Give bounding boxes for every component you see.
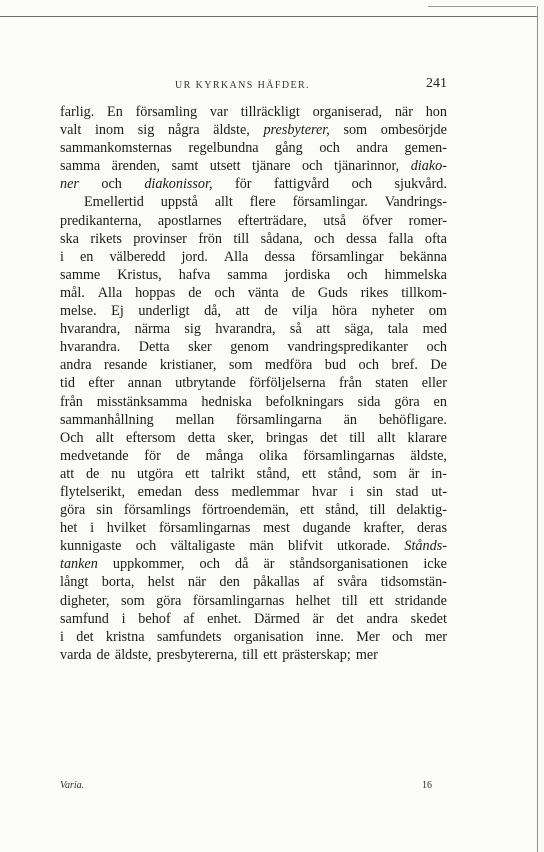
- word: hvarandra,: [215, 321, 276, 338]
- text-line: [60, 302, 447, 320]
- word: när: [187, 574, 207, 591]
- word: underligt: [138, 303, 190, 320]
- word: församlingar: [311, 248, 384, 265]
- top-rule: [0, 16, 538, 17]
- word: sker,: [227, 429, 254, 446]
- word: en: [433, 393, 447, 410]
- word: fattigvård: [273, 176, 330, 193]
- word: än: [343, 411, 358, 428]
- word: i: [349, 483, 354, 500]
- word: stånd,: [327, 465, 362, 482]
- running-head: UR KYRKANS HÄFDER.: [175, 80, 310, 91]
- word: att: [235, 303, 250, 320]
- word: det: [319, 429, 338, 446]
- word: samfundets: [156, 628, 222, 645]
- word: kristna: [105, 628, 145, 645]
- word: En: [107, 104, 123, 120]
- word: så: [289, 321, 302, 338]
- word: Och: [60, 429, 84, 446]
- word: när: [394, 104, 413, 120]
- word: ärenden,: [111, 158, 161, 175]
- word: församlingarnas: [303, 447, 395, 464]
- word: prästerskap;: [282, 646, 351, 663]
- word: göra: [156, 592, 182, 609]
- word: göra: [394, 393, 420, 410]
- text-line: [60, 320, 447, 338]
- word: Kristus,: [117, 266, 162, 283]
- word: är: [263, 556, 275, 573]
- word: församlingarna: [235, 411, 322, 428]
- word: stridande: [394, 592, 447, 609]
- word: olika: [259, 447, 288, 464]
- word: med: [422, 321, 447, 338]
- word: välberedd: [109, 248, 166, 265]
- word: kunnigaste: [60, 538, 122, 555]
- word: äldste,: [410, 447, 447, 464]
- word: flytelserikt,: [60, 483, 126, 500]
- word: provinser: [133, 230, 187, 247]
- text-line: [60, 483, 447, 501]
- text-line: [60, 284, 447, 302]
- word: Detta: [138, 339, 170, 356]
- word: hvarandra,: [60, 321, 121, 338]
- word: eller: [421, 375, 447, 392]
- word: vänta: [247, 284, 279, 301]
- text-line: [60, 573, 447, 591]
- word: skedet: [410, 610, 447, 627]
- word: af: [183, 610, 195, 627]
- word: församlings: [123, 502, 191, 519]
- word: andra: [60, 357, 92, 374]
- word: nyheter: [371, 303, 415, 320]
- word: vandringspredikanter: [287, 339, 408, 356]
- word: många: [205, 447, 244, 464]
- text-line: [60, 411, 447, 429]
- word: romer-: [408, 212, 447, 229]
- word: äldste,: [213, 122, 250, 139]
- word: mål.: [60, 284, 85, 301]
- word: bud: [324, 357, 347, 374]
- word: blifvit: [288, 538, 323, 555]
- word: allt: [95, 429, 114, 446]
- word: rikes: [360, 284, 389, 301]
- word: annan: [127, 375, 162, 392]
- word: de: [264, 303, 278, 320]
- word: en: [80, 248, 94, 265]
- word: tidsomstän-: [380, 574, 447, 591]
- word: påkallas: [253, 574, 300, 591]
- word: ett: [185, 465, 200, 482]
- word: till: [341, 592, 358, 609]
- word: förföljelserna: [249, 375, 326, 392]
- word: från: [339, 375, 362, 392]
- text-line: [60, 230, 447, 248]
- word: öfver: [362, 212, 393, 229]
- word: rikets: [90, 230, 122, 247]
- word: och: [426, 339, 447, 356]
- word: dess: [194, 483, 219, 500]
- word: flere: [249, 194, 276, 211]
- word: Guds: [317, 284, 348, 301]
- word: ut-: [431, 483, 447, 500]
- word: är: [408, 465, 420, 482]
- word: i: [60, 248, 64, 265]
- word: efterträdare,: [238, 212, 307, 229]
- word: och: [199, 556, 220, 573]
- word: och: [314, 230, 335, 247]
- word: presbytererna,: [156, 646, 238, 663]
- word: mest: [263, 520, 290, 537]
- text-line: [60, 429, 447, 447]
- word: enhet.: [207, 610, 242, 627]
- word: församlingarnas: [158, 520, 251, 537]
- word: mer: [424, 628, 447, 645]
- word: ett: [301, 465, 317, 482]
- word: medvetande: [60, 447, 129, 464]
- word: tjänarinnor,: [334, 158, 400, 175]
- word: varda: [60, 646, 92, 663]
- word: hvilket: [106, 520, 147, 537]
- text-line: [60, 121, 447, 139]
- word: delaktig-: [396, 502, 447, 519]
- word: in-: [431, 465, 447, 482]
- text-line: [60, 212, 447, 230]
- word: valt: [60, 122, 82, 139]
- word: befolkningars: [265, 393, 344, 410]
- word: till: [369, 502, 386, 519]
- word: höra: [331, 303, 358, 320]
- word: tid: [60, 375, 75, 392]
- word: tjänare: [252, 158, 291, 175]
- text-line: [60, 266, 447, 284]
- word: äldste,: [114, 646, 152, 663]
- word: borta,: [101, 574, 135, 591]
- word: i: [121, 610, 126, 627]
- word: hon: [425, 104, 447, 120]
- word: samme: [60, 266, 101, 283]
- word: inne.: [315, 628, 344, 645]
- word: De: [430, 357, 447, 374]
- word: detta: [187, 429, 216, 446]
- word: var: [209, 104, 228, 120]
- word: ståndsorganisationen: [289, 556, 409, 573]
- word: Därmed: [254, 610, 300, 627]
- word: organiserad,: [312, 104, 383, 120]
- top-rule-right: [428, 6, 536, 7]
- word: andra: [366, 610, 398, 627]
- word: de: [85, 465, 100, 482]
- word: medföra: [265, 357, 313, 374]
- word: några: [167, 122, 200, 139]
- word: nu: [111, 465, 126, 482]
- word: uppkommer,: [112, 556, 185, 573]
- word: himmelska: [384, 266, 447, 283]
- word: att: [316, 321, 331, 338]
- word: sig: [184, 321, 201, 338]
- word: församling: [135, 104, 198, 120]
- word: stånd,: [325, 502, 359, 519]
- word: jordiska: [284, 266, 331, 283]
- word: församlingar.: [292, 194, 368, 211]
- word: Emellertid: [84, 194, 144, 211]
- text-line: [60, 393, 447, 411]
- signature-mark: Varia.: [60, 780, 85, 791]
- word: behof: [138, 610, 171, 627]
- word: sammankomsternas: [60, 140, 172, 157]
- word: efter: [88, 375, 115, 392]
- word: de: [188, 284, 202, 301]
- word: utgöra: [137, 465, 174, 482]
- text-line: [60, 592, 447, 610]
- text-line: [60, 175, 447, 193]
- word: helhet: [295, 592, 331, 609]
- word: andra: [356, 140, 388, 157]
- word: sker: [188, 339, 212, 356]
- word: apostlarnes: [157, 212, 222, 229]
- word: staten: [375, 375, 409, 392]
- word: hoppas: [135, 284, 176, 301]
- word: dessa: [264, 248, 296, 265]
- text-line: [60, 139, 447, 157]
- word: i: [60, 628, 64, 645]
- word: som: [120, 592, 145, 609]
- word: deras: [417, 520, 447, 537]
- word: krafter,: [363, 520, 405, 537]
- text-line: [60, 537, 447, 555]
- word: genom: [230, 339, 269, 356]
- word: farlig.: [60, 104, 95, 120]
- text-line: [60, 628, 447, 646]
- word: och: [358, 357, 380, 374]
- word: är: [312, 610, 324, 627]
- word: och: [351, 176, 373, 193]
- word: stånd,: [256, 465, 291, 482]
- word: dessa: [346, 230, 377, 247]
- word: det: [76, 628, 94, 645]
- word: falla: [388, 230, 414, 247]
- word: till: [349, 429, 366, 446]
- word: bekänna: [399, 248, 447, 265]
- word: Vandrings-: [384, 194, 447, 211]
- word: gång: [275, 140, 303, 157]
- word: samma: [227, 266, 268, 283]
- text-line: [60, 356, 447, 374]
- word: det: [336, 610, 354, 627]
- word: ett: [299, 502, 315, 519]
- word: vältaligaste: [170, 538, 236, 555]
- word: till: [233, 230, 250, 247]
- word: misstänksamma: [96, 393, 188, 410]
- word: till: [242, 646, 259, 663]
- word: hedniska: [201, 393, 252, 410]
- word: ner: [60, 176, 79, 193]
- word: jord.: [181, 248, 208, 265]
- word: och: [214, 284, 235, 301]
- word: tillkom-: [401, 284, 447, 301]
- word: mellan: [175, 411, 215, 428]
- word: hvar: [311, 483, 338, 500]
- word: utså: [323, 212, 347, 229]
- word: regelbundna: [188, 140, 259, 157]
- word: inom: [94, 122, 125, 139]
- word: för: [144, 447, 161, 464]
- text-line: [60, 103, 447, 121]
- word: sig: [137, 122, 155, 139]
- word: bref.: [391, 357, 418, 374]
- word: de: [96, 646, 110, 663]
- word: presbyterer,: [263, 122, 330, 139]
- word: stad: [395, 483, 419, 500]
- word: sådana,: [260, 230, 303, 247]
- word: Alla: [223, 248, 249, 265]
- word: mer: [355, 646, 378, 663]
- word: för: [234, 176, 252, 193]
- body-text: [60, 103, 447, 664]
- word: kristianer,: [159, 357, 217, 374]
- word: predikanterna,: [60, 212, 142, 229]
- word: och: [135, 538, 157, 555]
- word: om: [428, 303, 447, 320]
- word: då,: [204, 303, 222, 320]
- word: säga,: [344, 321, 374, 338]
- word: samfund: [60, 610, 109, 627]
- text-line: [60, 646, 447, 664]
- word: talrikt: [210, 465, 245, 482]
- word: af: [313, 574, 325, 591]
- word: sammanhållning: [60, 411, 154, 428]
- word: närma: [134, 321, 171, 338]
- word: från: [60, 393, 83, 410]
- word: tanken: [60, 556, 98, 573]
- word: ofta: [424, 230, 447, 247]
- word: gemen-: [404, 140, 447, 157]
- text-line: [60, 465, 447, 483]
- word: sida: [357, 393, 381, 410]
- word: emedan: [137, 483, 182, 500]
- text-line: [60, 519, 447, 537]
- word: diakonissor,: [144, 176, 213, 193]
- word: allt: [214, 194, 233, 211]
- word: behöfligare.: [378, 411, 447, 428]
- word: dugande: [302, 520, 351, 537]
- word: utsett: [209, 158, 241, 175]
- word: medlemmar: [231, 483, 300, 500]
- word: Ej: [111, 303, 124, 320]
- word: icke: [423, 556, 447, 573]
- word: samt: [171, 158, 199, 175]
- word: diako-: [410, 158, 447, 175]
- word: bringas: [266, 429, 308, 446]
- word: att: [60, 465, 75, 482]
- word: tillräckligt: [240, 104, 300, 120]
- text-line: [60, 555, 447, 573]
- word: hafva: [178, 266, 211, 283]
- word: den: [219, 574, 240, 591]
- word: och: [101, 176, 122, 193]
- word: helst: [147, 574, 175, 591]
- word: som: [373, 465, 397, 482]
- text-line: [60, 157, 447, 175]
- word: ska: [60, 230, 79, 247]
- word: frön: [198, 230, 222, 247]
- word: som: [228, 357, 253, 374]
- word: församlingarnas: [192, 592, 285, 609]
- word: allt: [377, 429, 396, 446]
- word: uppstå: [160, 194, 198, 211]
- word: tala: [387, 321, 409, 338]
- word: ombesörjde: [380, 122, 447, 139]
- text-line: [60, 610, 447, 628]
- text-line: [60, 501, 447, 519]
- word: Alla: [97, 284, 123, 301]
- word: i: [90, 520, 95, 537]
- word: och: [347, 266, 368, 283]
- word: sin: [366, 483, 384, 500]
- word: sjukvård.: [394, 176, 447, 193]
- word: män: [249, 538, 274, 555]
- sheet-number: 16: [422, 780, 432, 791]
- text-line: [60, 193, 447, 211]
- word: Stånds-: [404, 538, 447, 555]
- page-edge-line: [537, 6, 538, 852]
- word: förtroendemän,: [201, 502, 289, 519]
- word: göra: [60, 502, 86, 519]
- word: digheter,: [60, 592, 110, 609]
- word: och: [319, 140, 340, 157]
- word: ett: [369, 592, 384, 609]
- word: melse.: [60, 303, 97, 320]
- word: de: [291, 284, 305, 301]
- text-line: [60, 248, 447, 266]
- word: sin: [96, 502, 113, 519]
- word: utkorade.: [336, 538, 391, 555]
- word: vilja: [292, 303, 318, 320]
- word: ett: [263, 646, 278, 663]
- text-line: [60, 374, 447, 392]
- word: hvarandra.: [60, 339, 121, 356]
- word: svåra: [337, 574, 368, 591]
- word: samma: [60, 158, 101, 175]
- word: organisation: [233, 628, 304, 645]
- word: Mer: [356, 628, 380, 645]
- word: eftersom: [125, 429, 176, 446]
- word: och: [302, 158, 323, 175]
- page-number: 241: [426, 76, 447, 91]
- text-line: [60, 447, 447, 465]
- word: utbrytande: [175, 375, 236, 392]
- text-line: [60, 338, 447, 356]
- word: och: [392, 628, 413, 645]
- word: klarare: [407, 429, 447, 446]
- word: då: [235, 556, 249, 573]
- word: långt: [60, 574, 89, 591]
- word: het: [60, 520, 78, 537]
- word: resande: [104, 357, 148, 374]
- word: som: [343, 122, 368, 139]
- word: de: [176, 447, 190, 464]
